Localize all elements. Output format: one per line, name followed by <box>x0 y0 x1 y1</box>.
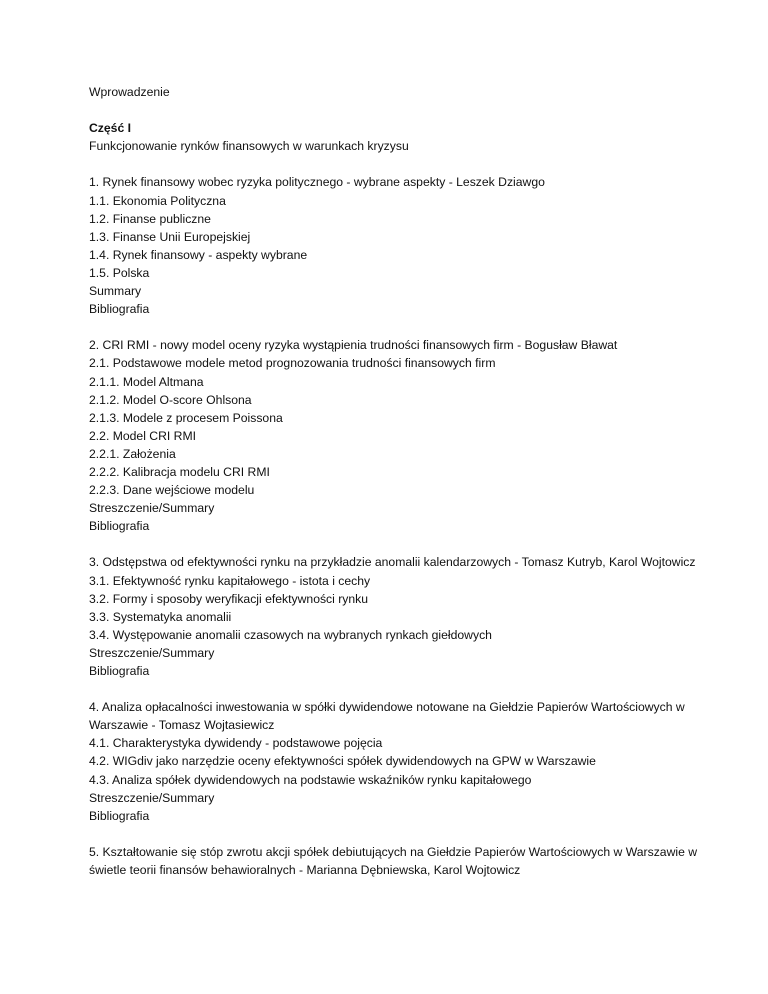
section-item: 3.2. Formy i sposoby weryfikacji efektywności rynku <box>89 591 369 606</box>
section-item: 2.1.2. Model O-score Ohlsona <box>89 392 252 407</box>
section-item: Summary <box>89 284 142 299</box>
section-title: 1. Rynek finansowy wobec ryzyka politycznego - wybrane aspekty - Leszek Dziawgo <box>89 175 545 190</box>
section-item: Bibliografia <box>89 302 150 317</box>
section-item: 1.5. Polska <box>89 265 150 280</box>
section-item: 4.1. Charakterystyka dywidendy - podstawowe pojęcia <box>89 736 383 751</box>
section-item: Bibliografia <box>89 808 150 823</box>
spacer <box>89 101 709 119</box>
section-item: 2.1. Podstawowe modele metod prognozowania trudności finansowych firm <box>89 356 496 371</box>
section-item: 1.3. Finanse Unii Europejskiej <box>89 229 251 244</box>
section-item: 1.4. Rynek finansowy - aspekty wybrane <box>89 247 308 262</box>
section-title: 3. Odstępstwa od efektywności rynku na przykładzie anomalii kalendarzowych - Tomasz Kutryb, Karol Wojtowicz <box>89 555 696 570</box>
section-4 <box>89 698 709 825</box>
section-item: Streszczenie/Summary <box>89 645 215 660</box>
section-item: Bibliografia <box>89 664 150 678</box>
section-title: 4. Analiza opłacalności inwestowania w spółki dywidendowe notowane na Giełdzie Papierów Wartościowych w Warszawie - Tomasz Wojtasiewicz <box>89 700 685 733</box>
part-title: Funkcjonowanie rynków finansowych w warunkach kryzysu <box>89 139 409 154</box>
spacer <box>89 318 709 336</box>
section-title: 2. CRI RMI - nowy model oceny ryzyka wystąpienia trudności finansowych firm - Bogusław Bławat <box>89 338 618 353</box>
section-item: 2.2.3. Dane wejściowe modelu <box>89 483 255 498</box>
spacer <box>89 535 709 553</box>
spacer <box>89 680 709 698</box>
section-item: 2.2.1. Założenia <box>89 446 176 461</box>
spacer <box>89 155 709 173</box>
section-5 <box>89 843 709 879</box>
section-item: 2.2.2. Kalibracja modelu CRI RMI <box>89 464 270 479</box>
section-item: 2.2. Model CRI RMI <box>89 428 197 443</box>
section-item: Streszczenie/Summary <box>89 501 215 516</box>
section-title: 5. Kształtowanie się stóp zwrotu akcji spółek debiutujących na Giełdzie Papierów Wartościowych w Warszawie w świetle teorii finansów behawioralnych - Marianna Dębniewska, Karol Wojtowicz <box>89 844 698 878</box>
section-item: Bibliografia <box>89 519 150 534</box>
intro-heading: Wprowadzenie <box>89 85 170 99</box>
section-item: 3.4. Występowanie anomalii czasowych na wybranych rynkach giełdowych <box>89 627 492 642</box>
section-item: 2.1.1. Model Altmana <box>89 374 204 389</box>
section-item: 1.2. Finanse publiczne <box>89 211 211 226</box>
section-item: Streszczenie/Summary <box>89 790 215 805</box>
spacer <box>89 825 709 843</box>
section-1 <box>89 173 709 318</box>
section-item: 3.3. Systematyka anomalii <box>89 609 232 624</box>
section-item: 4.3. Analiza spółek dywidendowych na podstawie wskaźników rynku kapitałowego <box>89 772 532 787</box>
document-page <box>89 83 709 879</box>
part-heading: Część I <box>89 121 132 136</box>
section-item: 3.1. Efektywność rynku kapitałowego - istota i cechy <box>89 573 371 588</box>
section-2 <box>89 336 709 535</box>
section-item: 1.1. Ekonomia Polityczna <box>89 193 226 208</box>
section-item: 4.2. WIGdiv jako narzędzie oceny efektywności spółek dywidendowych na GPW w Warszawie <box>89 754 596 769</box>
section-3 <box>89 553 709 680</box>
section-item: 2.1.3. Modele z procesem Poissona <box>89 410 283 425</box>
